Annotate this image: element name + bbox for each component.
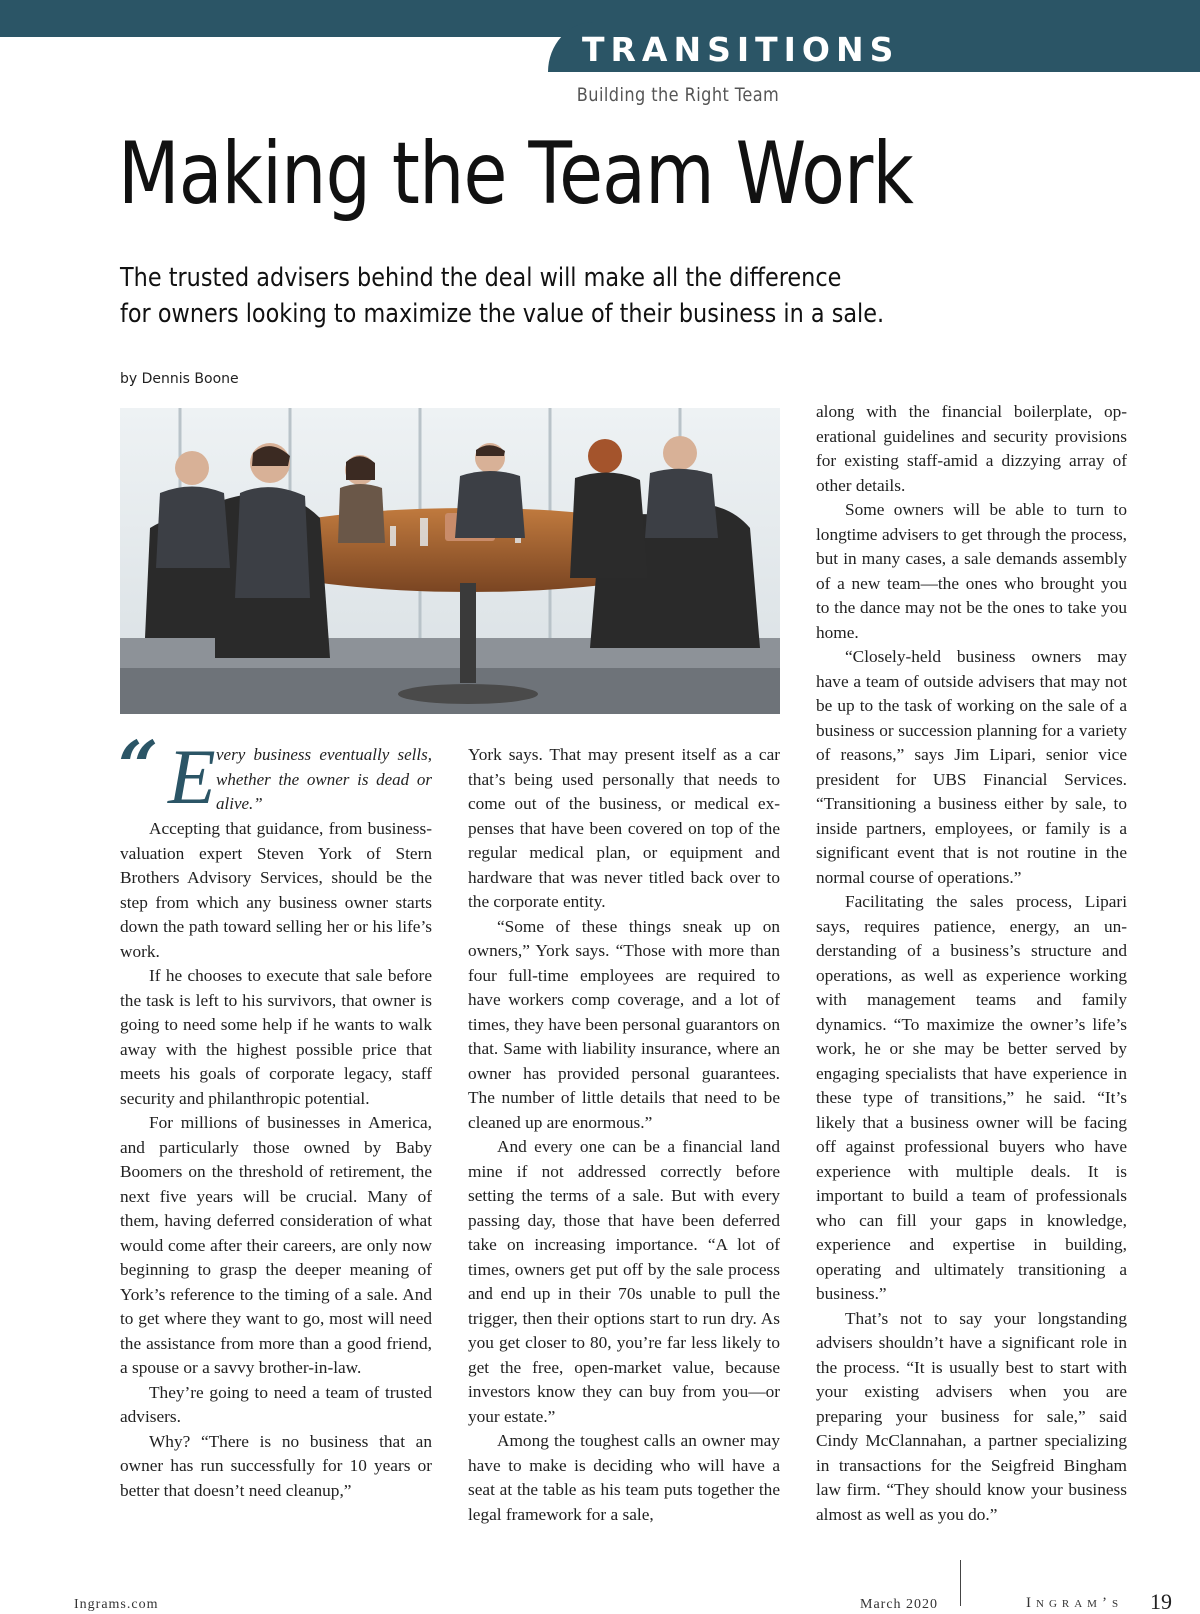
paragraph: “Some of these things sneak up on owners,” York says. “Those with more than four full-time employees are required to have workers comp coverage, and a lot of times, they have been personal guarantors on that. Same with liability insurance, where an owner has provided personal guarantees. The number of little details that need to be cleaned up are enormous.” bbox=[468, 916, 780, 1132]
paragraph: Some owners will be able to turn to longtime advisers to get through the process, but in many cases, a sale demands assembly of a new team—the ones who brought you to the dance may not be the ones to take you home. bbox=[816, 500, 1127, 642]
paragraph: Among the toughest calls an owner may have to make is deciding who will have a seat at the table as his team puts together the legal framework for a sale, bbox=[468, 1431, 780, 1524]
paragraph: along with the financial boilerplate, operational guidelines and security provisions for existing staff-amid a dizzying array of other details. bbox=[816, 402, 1127, 495]
paragraph: Accepting that guidance, from business-valuation expert Steven York of Stern Brothers Advisory Services, should be the step from which any business owner starts down the path toward selling her or his life’s work. bbox=[120, 819, 432, 961]
article-title: Making the Team Work bbox=[118, 124, 914, 224]
pull-opening-quote bbox=[118, 725, 432, 820]
dek-line-2: for owners looking to maximize the value of their business in a sale. bbox=[120, 299, 885, 329]
paragraph: They’re going to need a team of trusted advisers. bbox=[120, 1382, 432, 1426]
paragraph: “Closely-held business owners may have a team of outside advisers that may not be up to the task of working on the sale of a business or succession planning for a variety of reasons,” says Jim Lipari, senior vice president for UBS Financial Services. “Transitioning a business either by sale, to inside partners, employees, or family is a significant event that is not routine in the normal course of operations.” bbox=[816, 647, 1127, 887]
article-dek bbox=[120, 260, 884, 332]
byline: by Dennis Boone bbox=[120, 371, 239, 387]
paragraph: Why? “There is no business that an owner has run successfully for 10 years or better that doesn’t need cleanup,” bbox=[120, 1431, 432, 1500]
paragraph: And every one can be a financial land mine if not addressed correctly before setting the terms of a sale. But with every passing day, those that have been deferred take on increasing importance. “A lot of times, owners get put off by the sale process and end up in their 70s unable to pull the trigger, then their options start to run dry. As you get closer to 80, you’re far less likely to get the free, open-market value, because investors know they can buy from you—or your estate.” bbox=[468, 1137, 780, 1426]
boardroom-meeting-photo bbox=[120, 408, 780, 714]
paragraph: Facilitating the sales process, Lipari says, requires patience, energy, an understanding of a business’s structure and operations, as well as experience working with management teams and family dynamics. “To maximize the owner’s life’s work, he or she may be better served by engaging specialists that have experience in these type of transitions,” he said. “It’s likely that a business owner will be facing off against professional buyers who have experience with multiple deals. It is important to build a team of professionals who can fill your gaps in knowledge, experience and expertise in building, operating and ultimately transitioning a business.” bbox=[816, 892, 1127, 1303]
section-title: TRANSITIONS bbox=[582, 30, 900, 69]
paragraph: That’s not to say your longstanding advisers shouldn’t have a significant role in the process. “It is usually best to start with your existing advisers when you are preparing your business for sale,” said Cindy McClannahan, a partner specializing in transactions for the Seigfreid Bingham law firm. “They should know your business almost as well as you do.” bbox=[816, 1308, 1127, 1524]
paragraph: If he chooses to execute that sale before the task is left to his survivors, that owner is going to need some help if he wants to walk away with the highest possible price that meets his goals of corporate legacy, staff security and philanthropic potential. bbox=[120, 966, 432, 1108]
article-column-1 bbox=[118, 725, 432, 1503]
drop-cap: E bbox=[168, 733, 216, 820]
article-column-3 bbox=[816, 400, 1127, 1527]
opening-quote-text: very business eventually sells, whether the owner is dead or alive.” bbox=[216, 745, 432, 813]
footer-date: March 2020 bbox=[860, 1597, 939, 1612]
paragraph: For millions of businesses in America, and particularly those owned by Baby Boomers on the threshold of retirement, the next five years will be crucial. Many of them, having deferred consideration of what would come after their careers, are only now beginning to grasp the deeper meaning of York’s reference to the timing of a sale. And to get where they want to go, most will need the assistance from more than a good friend, a spouse or a savvy brother-in-law. bbox=[120, 1113, 432, 1377]
footer-magazine: Ingram’s bbox=[1026, 1595, 1124, 1611]
paragraph: York says. That may present itself as a car that’s being used personally that needs to come out of the business, or medical expenses that have been covered on top of the regular medical plan, or equipment and hardware that was never titled back over to the corporate entity. bbox=[468, 745, 780, 911]
article-column-2 bbox=[468, 743, 780, 1527]
dek-line-1: The trusted advisers behind the deal will make all the difference bbox=[120, 263, 842, 293]
page-number: 19 bbox=[1150, 1589, 1172, 1614]
quote-mark-icon: “ bbox=[118, 725, 159, 808]
section-subtitle: Building the Right Team bbox=[576, 84, 780, 106]
footer-site: Ingrams.com bbox=[74, 1597, 159, 1612]
footer-divider bbox=[960, 1560, 961, 1606]
